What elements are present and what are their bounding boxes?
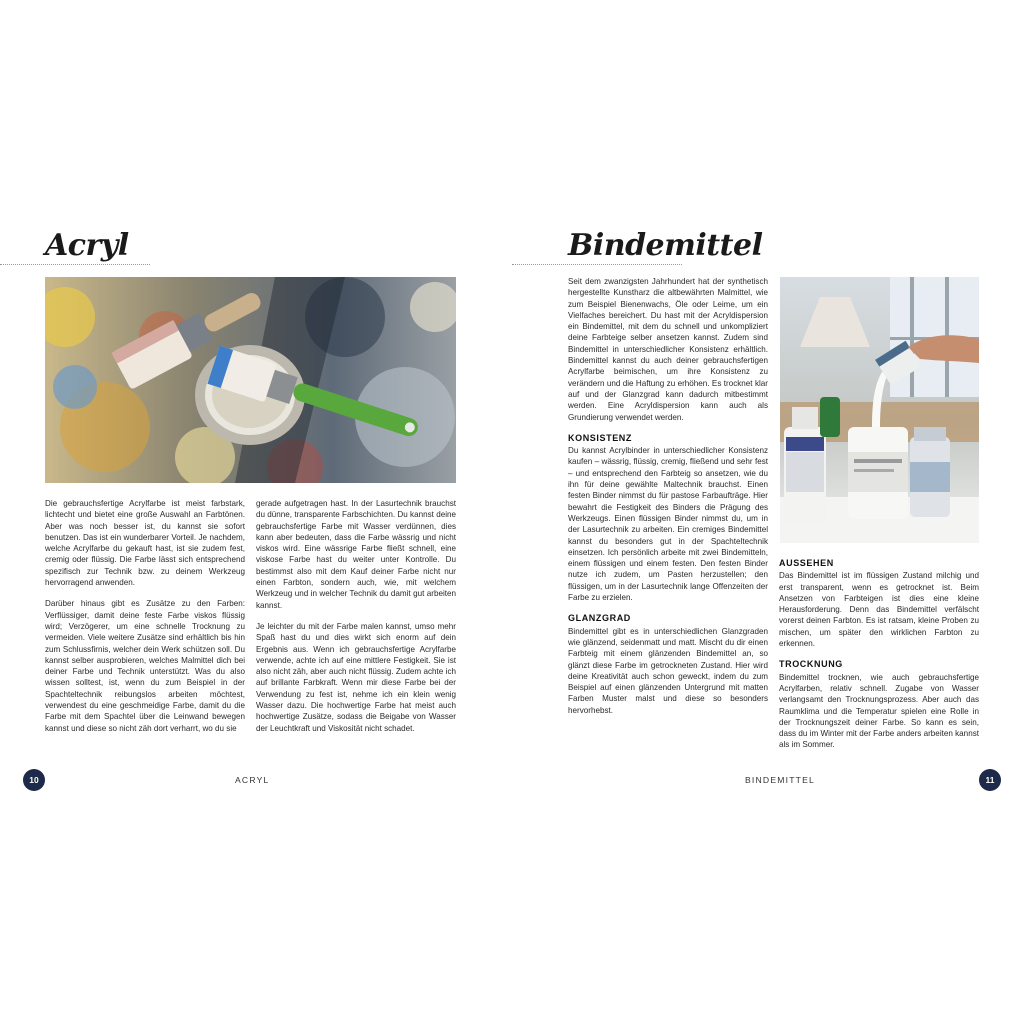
left-title-rule [0, 264, 150, 265]
intro-paragraph: Seit dem zwanzigsten Jahrhundert hat der synthetisch hergestellte Kunstharz die altbewährten Malmittel, wie zum Beispiel Bienenwachs, Öle oder Leime, um ein Vielfaches bereichert. Du hast mit der Acryldispersion ein Bindemittel, mit dem du schnell und unkompliziert deine Farbteige selber ansetzen kannst. Zudem sind Bindemittel in unterschiedlicher Konsistenz erhältlich. Bindemittel kannst du auch deiner gebrauchsfertigen Acrylfarbe beimischen, um ihre Konsistenz zu verändern und die Haftung zu erhöhen. Es trocknet klar auf und der Glanzgrad kann dadurch mitbestimmt werden. Eine Acryldispersion kann auch als Grundierung verwendet werden. [568, 277, 768, 422]
section-text-glanzgrad: Bindemittel gibt es in unterschiedlichen Glanzgraden wie glänzend, seidenmatt und matt. Mischt du dir einen Farbteig mit einem glänzenden Bindemittel an, so glänzt diese Farbe im getrockneten Zustand. Hier wird deine Kreativität auch schon geweckt, indem du zum Beispiel auf einen glänzenden Untergrund mit matten Farben Muster malst und diese so besonders hervorhebst. [568, 626, 768, 715]
right-column-2 [779, 558, 979, 761]
page-number-right: 11 [979, 769, 1001, 791]
right-title-rule [512, 264, 682, 265]
left-paragraph: Je leichter du mit der Farbe malen kannst, umso mehr Spaß hast du und dies wirkt sich enorm auf dein Ergebnis aus. Wenn ich gebrauchsfertige Acrylfarbe verwende, achte ich auf eine mittlere Festigkeit. Sie ist also nicht zäh, aber auch nicht flüssig. Zudem achte ich auf brillante Farbkraft. Wenn mir diese Farbe bei der Verwendung zu fest ist, nehme ich ein klein wenig Wasser dazu. Die hochwertige Farbe hat meist auch hochwertige Zusätze, sodass die Beigabe von Wasser der Leuchtkraft und Viskosität nicht schadet. [256, 621, 456, 733]
section-heading-aussehen: AUSSEHEN [779, 558, 834, 568]
left-column-1 [45, 498, 245, 744]
left-column-2 [256, 498, 456, 744]
left-page-title: Acryl [45, 228, 129, 263]
right-column-1 [568, 276, 768, 726]
page-number-left: 10 [23, 769, 45, 791]
running-head-right: BINDEMITTEL [745, 775, 816, 785]
left-paragraph: Die gebrauchsfertige Acrylfarbe ist meist farbstark, lichtecht und bietet eine große Auswahl an Farbtönen. Aber was noch besser ist, du kannst sie sofort benutzen. Das ist ein wunderbarer Vorteil. Je nachdem, welche Acrylfarbe du gekauft hast, ist sie zudem fest, cremig oder flüssig. Die Farbe lässt sich entsprechend spezifisch zur Technik bzw. zu deinem Werkzeug hervorragend anwenden. [45, 499, 245, 588]
left-paragraph: gerade aufgetragen hast. In der Lasurtechnik brauchst du dünne, transparente Farbschichten. Du kannst deine gebrauchsfertige Farbe mit Wasser verdünnen, dies kann aber bedeuten, dass die Farbe wässrig und nicht viskos wird. Eine wässrige Farbe fließt schnell, eine viskose Farbe hast du weiter unter Kontrolle. Du bestimmst also mit dem Kauf deiner Farbe nicht nur einen Farbton, sondern auch, wie, mit welchem Werkzeug und in welcher Technik du damit gut arbeiten kannst. [256, 499, 456, 610]
section-text-aussehen: Das Bindemittel ist im flüssigen Zustand milchig und erst transparent, wenn es getrocknet ist. Beim Ansetzen von Farbteigen ist dies eine kleine Herausforderung. Denn das Bindemittel verfälscht vorerst deinen Farbton. Es ist ratsam, kleine Proben zu mischen, um später den wirklichen Farbton zu erkennen. [779, 571, 979, 649]
left-paragraph: Darüber hinaus gibt es Zusätze zu den Farben: Verflüssiger, damit deine feste Farbe viskos flüssig wird; Verzögerer, um eine schnelle Trocknung zu vermeiden. Viele weitere Zusätze sind erhältlich bis hin zum Schlussfirnis, welcher dein Werk schützen soll. Du kannst selber ausprobieren, welches Malmittel dich bei deiner Farbe und Technik unterstützt. Was du also wissen solltest, ist, wenn du zum Beispiel in der Spachteltechnik reibungslos arbeiten möchtest, verwendest du eine geschmeidige Farbe, damit du die Farbe mit dem Spachtel über die Leinwand bewegen kannst und diese so nicht zäh dort verharrt, wo du sie [45, 599, 245, 733]
running-head-left: ACRYL [235, 775, 270, 785]
section-text-trocknung: Bindemittel trocknen, wie auch gebrauchsfertige Acrylfarben, relativ schnell. Zugabe von Wasser verlangsamt den Trocknungsprozess. Aber auch das Raumklima und die Temperatur spielen eine Rolle in der Trocknungszeit deiner Farbe. So kann es sein, dass du im Winter mit der Farbe anders arbeiten kannst als im Sommer. [779, 672, 979, 750]
section-text-konsistenz: Du kannst Acrylbinder in unterschiedlicher Konsistenz kaufen – wässrig, flüssig, cremig, fließend und sehr fest – und entsprechend den Farbteig so ansetzen, wie du ihn für deine gewählte Maltechnik brauchst. Einen festen Binder nimmst du für pastose Farbaufträge. Hier bewahrt die Festigkeit des Binders die Prägung des Werkzeugs. Einen flüssigen Binder nimmst du, um in der Lasurtechnik zu arbeiten. Ein cremiges Bindemittel kannst du besonders gut in der Spachteltechnik einsetzen. Ich persönlich arbeite mit zwei Bindemitteln, einem flüssigen und einem festen. Den festen Binder nutze ich zudem, um Pasten herzustellen; den flüssigen, um in der Lasurtechnik lange Offenzeiten der Farbe zu erzielen. [568, 446, 768, 603]
right-page-title: Bindemittel [568, 228, 763, 263]
section-heading-glanzgrad: GLANZGRAD [568, 613, 631, 624]
section-heading-konsistenz: KONSISTENZ [568, 432, 633, 443]
paint-brushes-photo [45, 277, 456, 483]
binder-pouring-photo [780, 277, 979, 543]
section-heading-trocknung: TROCKNUNG [779, 659, 843, 670]
